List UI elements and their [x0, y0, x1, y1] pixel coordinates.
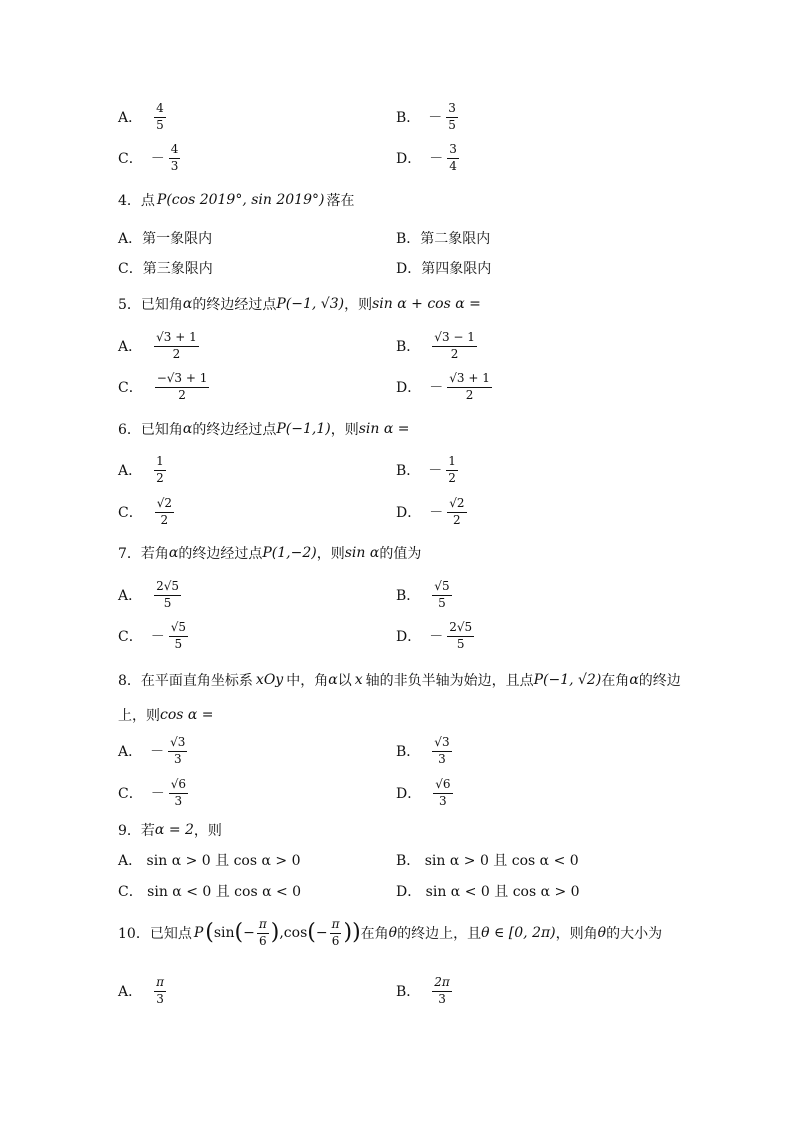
q3-option-d[interactable]: D． － $\frac{3}{4}$ — [396, 141, 457, 173]
q6-option-c[interactable]: C． $\frac{√2}{2}$ — [118, 495, 172, 527]
fraction: $\frac{3}{5}$ — [448, 100, 456, 132]
q6-option-d[interactable]: D． － $\frac{√2}{2}$ — [396, 495, 465, 527]
q7-stem: 7．若角 α 的终边经过点 P(1,−2) ，则 sin α 的值为 — [118, 545, 422, 562]
fraction: $\frac{√3}{3}$ — [170, 734, 186, 766]
fraction: $\frac{√6}{3}$ — [435, 776, 451, 808]
q4-option-a[interactable]: A．第一象限内 — [118, 231, 213, 247]
q3-option-b[interactable]: B． － $\frac{3}{5}$ — [396, 100, 456, 132]
q8-stem-line2: 上，则 cos α = — [118, 707, 214, 724]
fraction: $\frac{1}{2}$ — [156, 453, 164, 485]
fraction: $\frac{√3}{3}$ — [434, 734, 450, 766]
q8-option-c[interactable]: C． － $\frac{√6}{3}$ — [118, 776, 186, 808]
fraction: $\frac{√2}{2}$ — [449, 495, 465, 527]
q8-option-b[interactable]: B． $\frac{√3}{3}$ — [396, 734, 450, 766]
q9-option-b[interactable]: B． sin α > 0 且 cos α < 0 — [396, 853, 579, 869]
fraction: $\frac{3}{4}$ — [449, 141, 457, 173]
q7-option-d[interactable]: D． － $\frac{2√5}{5}$ — [396, 619, 473, 651]
fraction: $\frac{\pi}{6}$ — [258, 917, 267, 948]
q9-stem: 9．若 α = 2 ，则 — [118, 822, 222, 839]
q10-option-a[interactable]: A． $\frac{\pi}{3}$ — [118, 974, 165, 1006]
q4-option-d[interactable]: D．第四象限内 — [396, 261, 492, 277]
q4-point: P(cos 2019°, sin 2019°) — [156, 192, 325, 208]
q7-option-a[interactable]: A． $\frac{2√5}{5}$ — [118, 578, 180, 610]
q7-option-c[interactable]: C． － $\frac{√5}{5}$ — [118, 619, 186, 651]
q3-option-a[interactable]: A． $\frac{4}{5}$ — [118, 100, 164, 132]
q8-option-d[interactable]: D． $\frac{√6}{3}$ — [396, 776, 451, 808]
fraction: $\frac{1}{2}$ — [448, 453, 456, 485]
q6-stem: 6．已知角 α 的终边经过点 P(−1,1) ，则 sin α = — [118, 421, 410, 438]
q8-stem: 8．在平面直角坐标系 xOy 中，角 α 以 x 轴的非负半轴为始边，且点 P(−1, √2) 在角 α 的终边 — [118, 672, 681, 689]
q8-option-a[interactable]: A． － $\frac{√3}{3}$ — [118, 734, 186, 766]
q4-stem: 4．点 P(cos 2019°, sin 2019°) 落在 — [118, 192, 355, 209]
q3-option-c[interactable]: C． － $\frac{4}{3}$ — [118, 141, 179, 173]
fraction: $\frac{√5}{5}$ — [434, 578, 450, 610]
q9-option-c[interactable]: C． sin α < 0 且 cos α < 0 — [118, 884, 302, 900]
fraction: $\frac{2√5}{5}$ — [449, 619, 473, 651]
q6-option-b[interactable]: B． － $\frac{1}{2}$ — [396, 453, 456, 485]
fraction: $\frac{2√5}{5}$ — [156, 578, 180, 610]
fraction: $\frac{\pi}{6}$ — [331, 917, 340, 948]
fraction: $\frac{4}{5}$ — [156, 100, 164, 132]
fraction: $\frac{√3 - 1}{2}$ — [434, 329, 475, 361]
q10-stem: 10．已知点 P ( sin ( − $\frac{\pi}{6}$ ) , cos ( − $\frac{\pi}{6}$ ) ) 在角 θ 的终边上，且 θ ∈ [0, 2π) ，则角 θ 的大小为 — [118, 917, 663, 948]
q7-option-b[interactable]: B． $\frac{√5}{5}$ — [396, 578, 450, 610]
q6-option-a[interactable]: A． $\frac{1}{2}$ — [118, 453, 164, 485]
q10-option-b[interactable]: B． $\frac{2\pi}{3}$ — [396, 974, 450, 1006]
fraction: $\frac{√5}{5}$ — [170, 619, 186, 651]
q9-option-d[interactable]: D． sin α < 0 且 cos α > 0 — [396, 884, 580, 900]
q5-option-a[interactable]: A． $\frac{√3 + 1}{2}$ — [118, 329, 197, 361]
q5-option-c[interactable]: C． $\frac{-√3 + 1}{2}$ — [118, 370, 208, 402]
fraction: $\frac{√6}{3}$ — [170, 776, 186, 808]
fraction: $\frac{√2}{2}$ — [156, 495, 172, 527]
q4-option-c[interactable]: C．第三象限内 — [118, 261, 213, 277]
q9-option-a[interactable]: A． sin α > 0 且 cos α > 0 — [118, 853, 301, 869]
fraction: $\frac{√3 + 1}{2}$ — [156, 329, 197, 361]
q5-option-d[interactable]: D． － $\frac{√3 + 1}{2}$ — [396, 370, 490, 402]
q5-stem: 5．已知角 α 的终边经过点 P(−1, √3) ，则 sin α + cos α = — [118, 296, 481, 313]
fraction: $\frac{2\pi}{3}$ — [434, 974, 450, 1006]
fraction: $\frac{-√3 + 1}{2}$ — [156, 370, 208, 402]
fraction: $\frac{\pi}{3}$ — [156, 974, 165, 1006]
q4-option-b[interactable]: B．第二象限内 — [396, 231, 491, 247]
fraction: $\frac{4}{3}$ — [170, 141, 179, 173]
fraction: $\frac{√3 + 1}{2}$ — [449, 370, 490, 402]
q5-option-b[interactable]: B． $\frac{√3 - 1}{2}$ — [396, 329, 475, 361]
